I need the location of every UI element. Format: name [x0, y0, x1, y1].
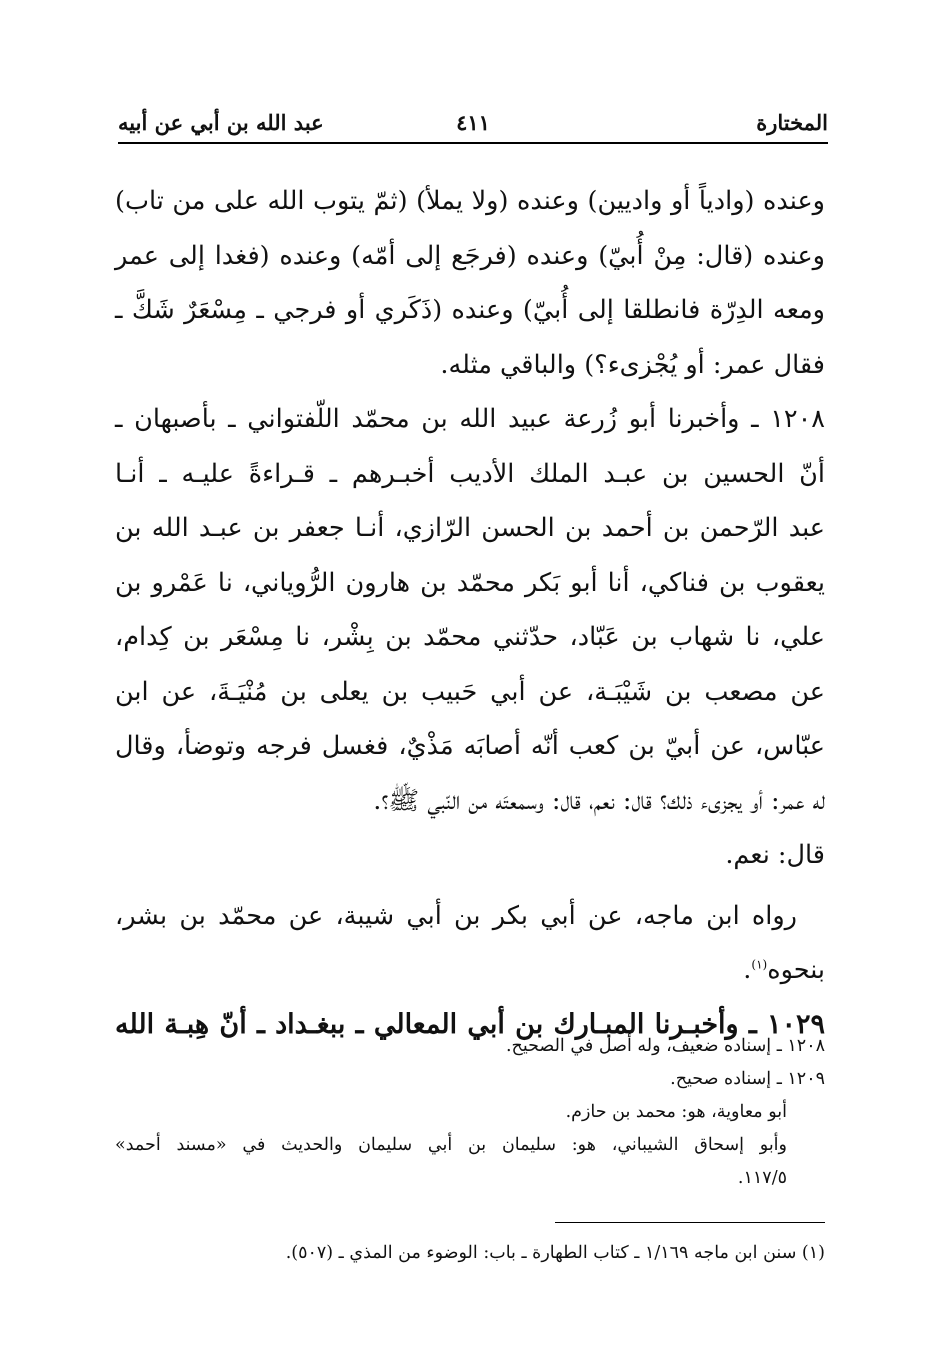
text-line: وعنده (وادياً أو واديين) وعنده (ولا يملأ) (ثمّ يتوب الله على من تاب)	[115, 186, 825, 216]
footnote-marker: (١)	[751, 957, 768, 972]
text-line: يعقوب بن فناكي، أنا أبو بَكر محمّد بن هارون الرُّوياني، نا عَمْرو بن	[115, 567, 825, 598]
takhrij-text: بنحوه	[767, 955, 825, 985]
takhrij-line: رواه ابن ماجه، عن أبي بكر بن أبي شيبة، عن محمّد بن بشر،	[115, 900, 797, 931]
main-text	[115, 174, 825, 1052]
hadith-1208-start: ١٢٠٨ ـ وأخبرنا أبو زُرعة عبيد الله بن محمّد اللّفتواني ـ بأصبهان ـ	[115, 404, 825, 434]
commentary-notes	[115, 1030, 825, 1195]
note-line: وأبو إسحاق الشيباني، هو: سليمان بن أبي سليمان والحديث في «مسند أحمد»	[115, 1135, 787, 1155]
note-line: ١١٧/٥.	[737, 1168, 787, 1188]
text-line: عبّاس، عن أبيّ بن كعب أنّه أصابَه مَذْيٌ، فغسل فرجه وتوضأ، وقال	[115, 731, 825, 761]
text-line: قال: نعم.	[725, 840, 825, 870]
book-title: المختارة	[756, 110, 828, 135]
end-punct: .	[743, 955, 752, 985]
text-line: ومعه الدِرّة فانطلقا إلى أُبيّ) وعنده (ذَكَري أو فرجي ـ مِسْعَرٌ شَكَّ ـ	[115, 295, 825, 325]
text-line: فقال عمر: أو يُجْزىء؟) والباقي مثله.	[440, 349, 825, 380]
text-line: أنّ الحسين بن عبـد الملك الأديب أخبـرهم ـ قـراءةً عليـه ـ أنـا	[115, 458, 825, 489]
page-number: ٤١١	[456, 110, 490, 135]
footnote-separator	[555, 1222, 825, 1223]
text-line: عبد الرّحمن بن أحمد بن الحسن الرّازي، أنـا جعفر بن عبـد الله بن	[115, 513, 825, 543]
footnote: (١) سنن ابن ماجه ١/١٦٩ ـ كتاب الطهارة ـ باب: الوضوء من المذي ـ (٥٠٧).	[285, 1243, 825, 1263]
text-line: وعنده (قال: مِنْ أُبيّ) وعنده (فرجَع إلى أمّه) وعنده (فغدا إلى عمر	[115, 240, 825, 271]
text-line: علي، نا شهاب بن عَبّاد، حدّثني محمّد بن بِشْر، نا مِسْعَر بن كِدام،	[115, 622, 825, 652]
text-line: له عمر: أو يجزىء ذلك؟ قال: نعم، قال: وسمعتَه من النّبي ﷺ؟.	[373, 785, 825, 816]
text-line: عن مصعب بن شَيْبَـة، عن أبي حَبيب بن يعلى بن مُنْيَـةَ، عن ابن	[115, 676, 825, 707]
page-header	[118, 106, 828, 144]
note-line: ١٢٠٩ ـ إسناده صحيح.	[670, 1069, 825, 1089]
takhrij-line-end	[115, 943, 825, 998]
chapter-title: عبد الله بن أبي عن أبيه	[118, 110, 324, 135]
hadith-1029-start: ١٠٢٩ ـ وأخبـرنا المبـارك بن أبي المعالي ـ ببغـداد ـ أنّ هِبـة الله	[115, 1008, 825, 1040]
note-line: أبو معاوية، هو: محمد بن حازم.	[565, 1102, 787, 1122]
note-line: ١٢٠٨ ـ إسناده ضعيف، وله أصل في الصحيح.	[505, 1036, 825, 1056]
